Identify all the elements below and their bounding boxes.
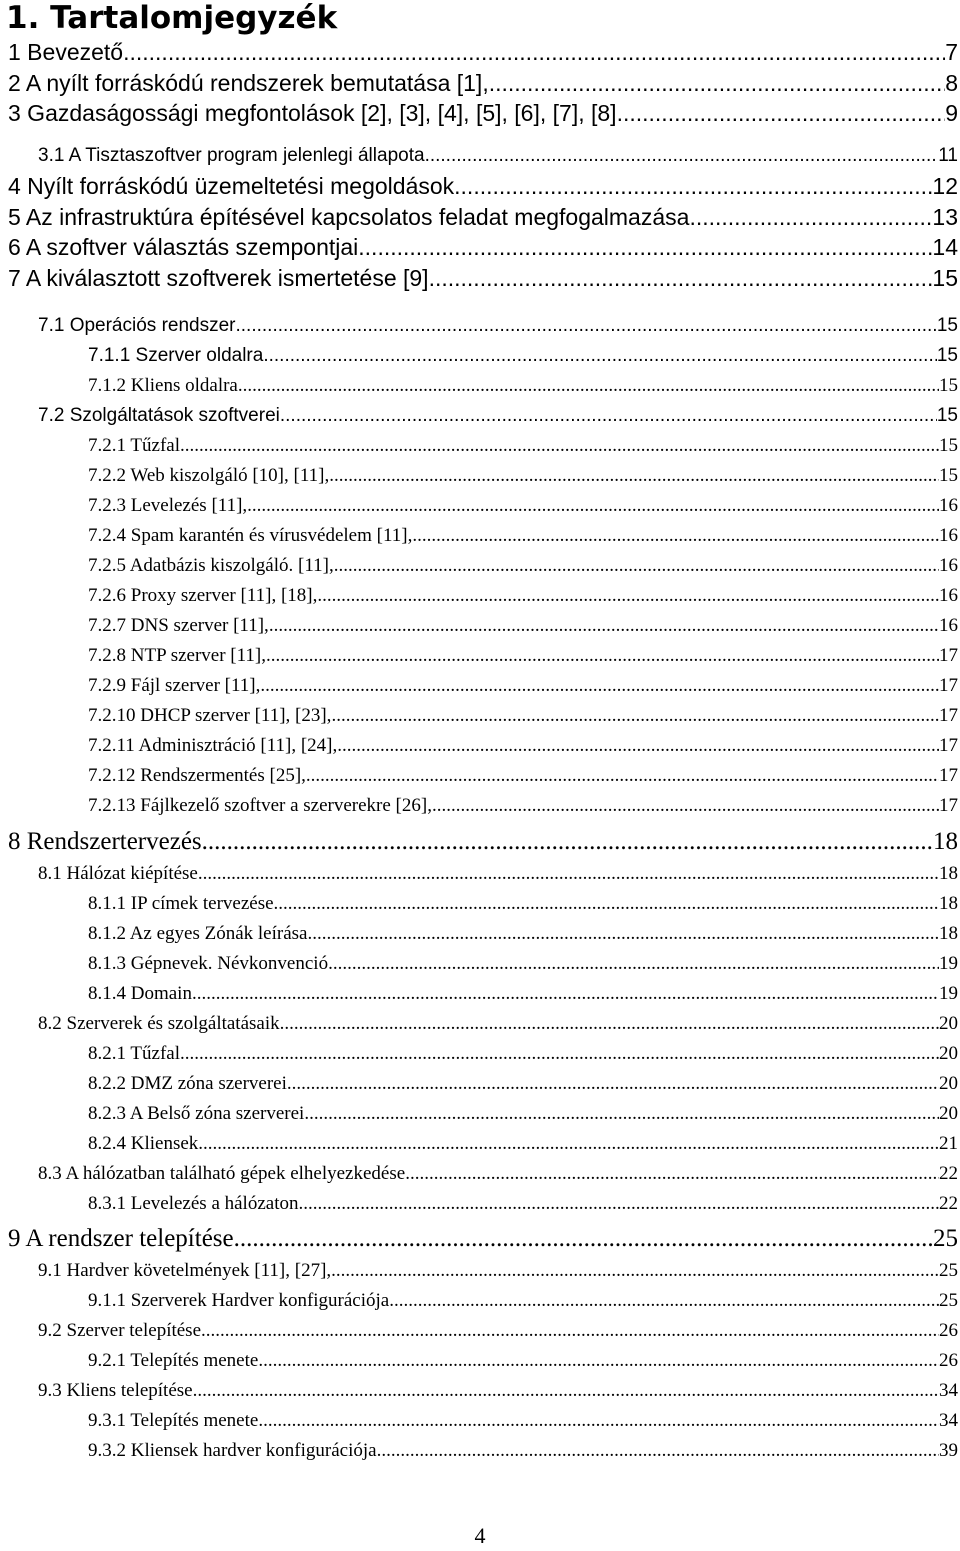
toc-entry[interactable] (38, 861, 958, 886)
toc-entry-page: 26 (939, 1350, 958, 1371)
toc-entry[interactable] (38, 1161, 958, 1186)
toc-entry-page: 20 (939, 1103, 958, 1124)
toc-entry-title: 7.1.2 Kliens oldalra (88, 375, 238, 396)
dot-leader (454, 172, 932, 201)
dot-leader (412, 523, 939, 548)
toc-entry-title: 8.1.2 Az egyes Zónák leírása (88, 923, 308, 944)
dot-leader (389, 1288, 939, 1313)
toc-entry[interactable] (8, 172, 958, 201)
toc-entry-page: 16 (939, 615, 958, 636)
toc-entry-title: 8.3 A hálózatban található gépek elhelyezkedése (38, 1163, 406, 1184)
dot-leader (334, 553, 939, 578)
toc-entry-title: 2 A nyílt forráskódú rendszerek bemutatása [1], (8, 70, 489, 96)
toc-entry-page: 17 (939, 795, 958, 816)
toc-entry-title: 8.1.3 Gépnevek. Névkonvenció (88, 953, 329, 974)
toc-entry-page: 17 (939, 705, 958, 726)
toc-entry[interactable] (88, 523, 958, 548)
toc-entry[interactable] (38, 1011, 958, 1036)
dot-leader (306, 763, 939, 788)
dot-leader (258, 1408, 939, 1433)
toc-entry[interactable] (88, 493, 958, 518)
toc-entry-page: 17 (939, 645, 958, 666)
toc-entry-title: 7.2.12 Rendszermentés [25], (88, 765, 306, 786)
dot-leader (329, 463, 939, 488)
toc-entry-title: 9 A rendszer telepítése (8, 1225, 234, 1252)
toc-entry-page: 34 (939, 1410, 958, 1431)
dot-leader (377, 1438, 939, 1463)
toc-entry[interactable] (88, 1288, 958, 1313)
dot-leader (258, 1348, 939, 1373)
dot-leader (317, 583, 939, 608)
toc-entry-page: 9 (945, 100, 958, 126)
toc-entry[interactable] (8, 233, 958, 262)
toc-entry-page: 21 (939, 1133, 958, 1154)
toc-entry-page: 15 (939, 435, 958, 456)
dot-leader (617, 99, 946, 128)
toc-entry[interactable] (38, 1258, 958, 1283)
dot-leader (236, 313, 937, 338)
toc-entry-title: 7.2.5 Adatbázis kiszolgáló. [11], (88, 555, 334, 576)
toc-entry-title: 3 Gazdaságossági megfontolások [2], [3], [4], [5], [6], [7], [8] (8, 100, 617, 126)
dot-leader (331, 703, 939, 728)
toc-entry[interactable] (88, 1041, 958, 1066)
toc-entry-page: 25 (939, 1260, 958, 1281)
toc-heading: 1. Tartalomjegyzék (6, 0, 338, 36)
toc-entry[interactable] (88, 613, 958, 638)
dot-leader (432, 793, 939, 818)
toc-entry-title: 7.2.6 Proxy szerver [11], [18], (88, 585, 318, 606)
toc-entry-page: 18 (939, 893, 958, 914)
toc-entry[interactable] (88, 673, 958, 698)
dot-leader (193, 1378, 939, 1403)
toc-entry-page: 13 (932, 204, 958, 230)
toc-entry[interactable] (88, 1438, 958, 1463)
toc-entry-title: 9.1 Hardver követelmények [11], [27], (38, 1260, 332, 1281)
toc-entry-title: 8 Rendszertervezés (8, 828, 202, 855)
dot-leader (247, 493, 939, 518)
toc-entry[interactable] (38, 1378, 958, 1403)
toc-entry[interactable] (8, 264, 958, 293)
toc-entry[interactable] (88, 643, 958, 668)
toc-entry-title: 8.1 Hálózat kiépítése (38, 863, 198, 884)
toc-entry[interactable] (88, 1191, 958, 1216)
dot-leader (425, 143, 939, 168)
dot-leader (331, 1258, 939, 1283)
toc-entry-page: 39 (939, 1440, 958, 1461)
dot-leader (287, 1071, 939, 1096)
dot-leader (202, 826, 933, 857)
toc-entry-title: 7.2.1 Tűzfal (88, 435, 180, 456)
dot-leader (280, 403, 937, 428)
toc-entry[interactable] (8, 203, 958, 232)
toc-entry[interactable] (88, 981, 958, 1006)
toc-entry-page: 15 (936, 405, 958, 426)
dot-leader (123, 38, 945, 67)
toc-entry-title: 7.2.13 Fájlkezelő szoftver a szerverekre [26], (88, 795, 432, 816)
dot-leader (328, 951, 939, 976)
toc-entry-page: 18 (939, 863, 958, 884)
toc-entry-title: 8.2.4 Kliensek (88, 1133, 199, 1154)
toc-entry[interactable] (88, 343, 958, 368)
toc-entry[interactable] (88, 891, 958, 916)
toc-entry[interactable] (88, 373, 958, 398)
toc-entry-page: 16 (939, 555, 958, 576)
toc-entry[interactable] (88, 921, 958, 946)
toc-entry[interactable] (38, 143, 958, 168)
toc-entry-page: 8 (945, 70, 958, 96)
toc-entry-title: 9.3 Kliens telepítése (38, 1380, 193, 1401)
toc-entry-page: 25 (939, 1290, 958, 1311)
toc-entry[interactable] (88, 1131, 958, 1156)
toc-entry[interactable] (88, 1101, 958, 1126)
toc-entry[interactable] (38, 313, 958, 338)
toc-entry-page: 16 (939, 495, 958, 516)
page-number: 4 (474, 1523, 486, 1548)
toc-entry-page: 22 (939, 1193, 958, 1214)
toc-entry-title: 1 Bevezető (8, 39, 124, 65)
toc-entry[interactable] (8, 69, 958, 98)
dot-leader (198, 1131, 939, 1156)
toc-entry-title: 7.1 Operációs rendszer (38, 315, 236, 336)
toc-entry-page: 15 (936, 345, 958, 366)
toc-entry[interactable] (88, 763, 958, 788)
dot-leader (405, 1161, 939, 1186)
toc-entry-title: 9.1.1 Szerverek Hardver konfigurációja (88, 1290, 390, 1311)
dot-leader (489, 69, 945, 98)
dot-leader (260, 673, 939, 698)
toc-entry-title: 9.3.2 Kliensek hardver konfigurációja (88, 1440, 377, 1461)
toc-entry-page: 15 (932, 265, 958, 291)
toc-entry-page: 18 (939, 923, 958, 944)
toc-entry-title: 8.1.4 Domain (88, 983, 192, 1004)
toc-entry[interactable] (88, 433, 958, 458)
dot-leader (238, 373, 939, 398)
toc-entry-page: 11 (938, 145, 958, 166)
toc-entry-title: 6 A szoftver választás szempontjai (8, 234, 359, 260)
toc-entry-page: 17 (939, 675, 958, 696)
toc-entry-page: 19 (939, 953, 958, 974)
toc-entry-page: 15 (939, 375, 958, 396)
toc-entry-page: 14 (932, 234, 958, 260)
toc-entry-page: 17 (939, 765, 958, 786)
toc-entry[interactable] (88, 733, 958, 758)
toc-entry[interactable] (88, 793, 958, 818)
toc-entry-title: 9.3.1 Telepítés menete (88, 1410, 259, 1431)
toc-entry[interactable] (88, 553, 958, 578)
toc-entry[interactable] (88, 1348, 958, 1373)
toc-entry-page: 7 (945, 39, 958, 65)
toc-entry-title: 8.2.2 DMZ zóna szerverei (88, 1073, 287, 1094)
toc-entry-title: 7.2.7 DNS szerver [11], (88, 615, 269, 636)
toc-entry-title: 4 Nyílt forráskódú üzemeltetési megoldások (8, 173, 455, 199)
dot-leader (234, 1223, 933, 1254)
toc-entry-title: 7.2.3 Levelezés [11], (88, 495, 248, 516)
toc-entry[interactable] (8, 99, 958, 128)
toc-entry-title: 7.2 Szolgáltatások szoftverei (38, 405, 280, 426)
dot-leader (180, 433, 939, 458)
dot-leader (689, 203, 932, 232)
toc-entry-title: 7.2.10 DHCP szerver [11], [23], (88, 705, 332, 726)
dot-leader (192, 981, 939, 1006)
toc-entry-title: 7.2.4 Spam karantén és vírusvédelem [11], (88, 525, 413, 546)
toc-entry-page: 34 (939, 1380, 958, 1401)
toc-entry-title: 9.2 Szerver telepítése (38, 1320, 202, 1341)
toc-entry-page: 16 (939, 585, 958, 606)
toc-entry-title: 7 A kiválasztott szoftverek ismertetése [9] (8, 265, 429, 291)
toc-entry-title: 8.2 Szerverek és szolgáltatásaik (38, 1013, 280, 1034)
toc-entry-page: 22 (939, 1163, 958, 1184)
dot-leader (429, 264, 933, 293)
toc-entry-title: 5 Az infrastruktúra építésével kapcsolatos feladat megfogalmazása (8, 204, 690, 230)
toc-entry-page: 16 (939, 525, 958, 546)
toc-entry-title: 7.1.1 Szerver oldalra (88, 345, 264, 366)
toc-entry[interactable] (38, 1318, 958, 1343)
toc-entry[interactable] (88, 583, 958, 608)
toc-entry-page: 20 (939, 1013, 958, 1034)
toc-entry-title: 7.2.8 NTP szerver [11], (88, 645, 266, 666)
toc-entry[interactable] (8, 826, 958, 857)
toc-entry[interactable] (88, 703, 958, 728)
toc-entry[interactable] (38, 403, 958, 428)
toc-entry-title: 9.2.1 Telepítés menete (88, 1350, 259, 1371)
dot-leader (198, 861, 939, 886)
dot-leader (307, 921, 939, 946)
dot-leader (180, 1041, 939, 1066)
toc-entry-title: 7.2.9 Fájl szerver [11], (88, 675, 261, 696)
toc-entry-page: 20 (939, 1073, 958, 1094)
toc-entry-title: 8.1.1 IP címek tervezése (88, 893, 274, 914)
toc-entry-page: 15 (939, 465, 958, 486)
dot-leader (304, 1101, 939, 1126)
toc-entry-title: 3.1 A Tisztaszoftver program jelenlegi állapota (38, 145, 425, 166)
toc-entry[interactable] (8, 1223, 958, 1254)
toc-entry-title: 7.2.11 Adminisztráció [11], [24], (88, 735, 338, 756)
toc-entry-page: 15 (936, 315, 958, 336)
toc-entry-title: 7.2.2 Web kiszolgáló [10], [11], (88, 465, 330, 486)
toc-entry-title: 8.2.1 Tűzfal (88, 1043, 180, 1064)
toc-entry[interactable] (88, 1071, 958, 1096)
toc-entry[interactable] (88, 1408, 958, 1433)
toc-entry-page: 19 (939, 983, 958, 1004)
toc-entry-page: 26 (939, 1320, 958, 1341)
toc-entry[interactable] (88, 463, 958, 488)
dot-leader (269, 613, 939, 638)
toc-entry-page: 20 (939, 1043, 958, 1064)
toc-entry-page: 17 (939, 735, 958, 756)
toc-entry[interactable] (8, 38, 958, 67)
toc-entry-page: 12 (932, 173, 958, 199)
toc-entry-title: 8.2.3 A Belső zóna szerverei (88, 1103, 305, 1124)
dot-leader (337, 733, 939, 758)
dot-leader (358, 233, 932, 262)
dot-leader (274, 891, 939, 916)
dot-leader (266, 643, 939, 668)
toc-entry-page: 18 (933, 828, 958, 855)
toc-entry-page: 25 (933, 1225, 958, 1252)
dot-leader (201, 1318, 939, 1343)
dot-leader (280, 1011, 939, 1036)
toc-entry-title: 8.3.1 Levelezés a hálózaton (88, 1193, 299, 1214)
dot-leader (263, 343, 937, 368)
toc-entry[interactable] (88, 951, 958, 976)
dot-leader (298, 1191, 939, 1216)
